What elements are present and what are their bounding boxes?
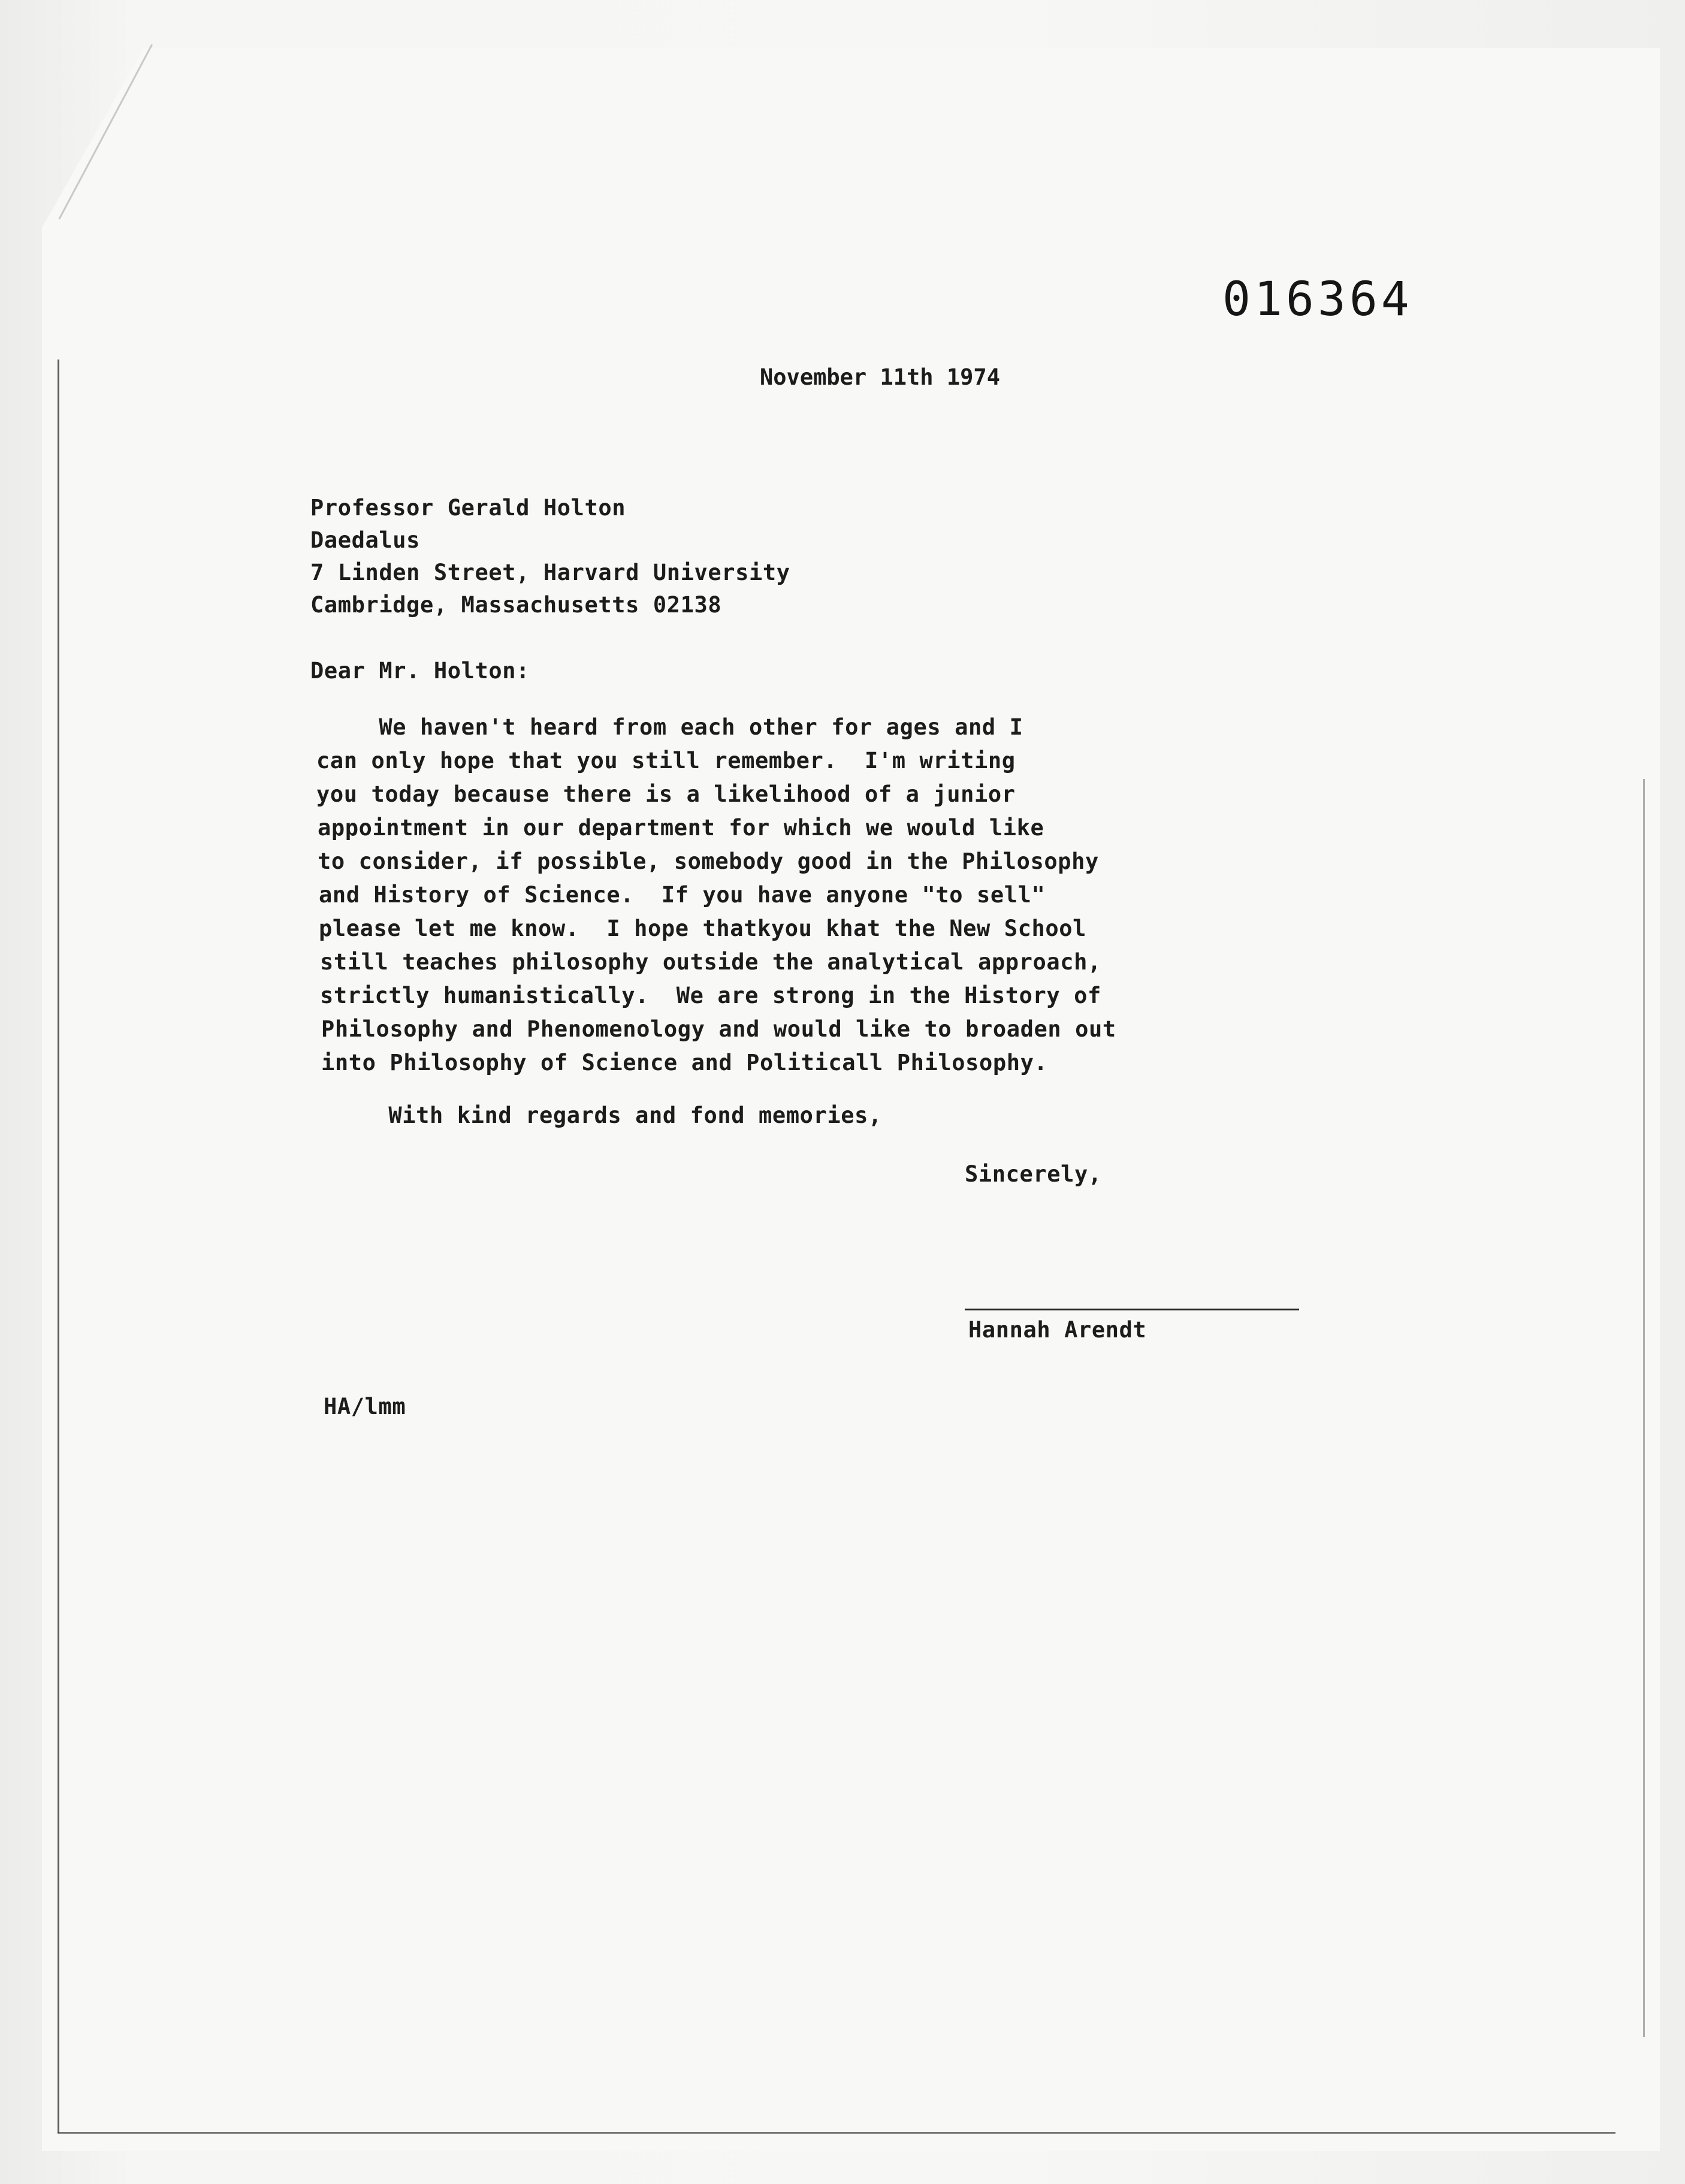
body-line: strictly humanistically. We are strong in the History of: [320, 983, 1101, 1008]
recipient-line: 7 Linden Street, Harvard University: [310, 560, 790, 585]
sign-off: Sincerely,: [965, 1161, 1102, 1187]
paper-bottom-edge: [58, 2132, 1615, 2134]
paper-sheet: [42, 48, 1660, 2151]
body-line: to consider, if possible, somebody good in the Philosophy: [318, 848, 1099, 874]
recipient-line: Daedalus: [310, 527, 421, 553]
paper-right-edge: [1643, 779, 1645, 2037]
body-line: appointment in our department for which we would like: [318, 815, 1044, 841]
document-number: 016364: [1222, 273, 1413, 327]
body-line: and History of Science. If you have anyone "to sell": [319, 882, 1046, 908]
body-line: We haven't heard from each other for ages and I: [310, 714, 1023, 740]
body-line: Philosophy and Phenomenology and would like to broaden out: [321, 1016, 1116, 1042]
recipient-line: Cambridge, Massachusetts 02138: [310, 592, 722, 618]
typist-initials: HA/lmm: [324, 1394, 406, 1419]
body-line: you today because there is a likelihood of a junior: [316, 781, 1016, 807]
letter-date: November 11th 1974: [760, 364, 1000, 390]
body-line: still teaches philosophy outside the analytical approach,: [320, 949, 1101, 975]
recipient-line: Professor Gerald Holton: [310, 495, 626, 521]
paper-left-edge: [58, 360, 59, 2133]
salutation: Dear Mr. Holton:: [310, 658, 530, 684]
closing-line: With kind regards and fond memories,: [320, 1102, 882, 1128]
body-line: can only hope that you still remember. I'm writing: [316, 748, 1016, 774]
body-line: into Philosophy of Science and Politicall Philosophy.: [321, 1050, 1048, 1076]
signature-line: [965, 1309, 1299, 1310]
signer-name: Hannah Arendt: [968, 1317, 1147, 1343]
body-line: please let me know. I hope thatkyou khat the New School: [319, 916, 1087, 941]
